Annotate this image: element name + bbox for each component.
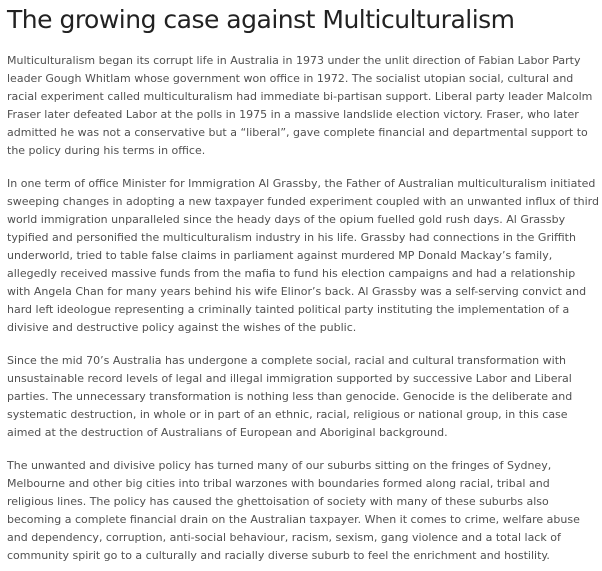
article-paragraph-2: In one term of office Minister for Immigration Al Grassby, the Father of Australian multiculturalism initiated sweeping changes in adopting a new taxpayer funded experiment coupled with an unwanted influx of third world immigration unparalleled since the heady days of the opium fuelled gold rush days. Al Grassby typified and personified the multiculturalism industry in his life. Grassby had connections in the Griffith underworld, tried to table false claims in parliament against murdered MP Donald Mackay’s family, allegedly received massive funds from the mafia to fund his election campaigns and had a relationship with Angela Chan for many years behind his wife Elinor’s back. Al Grassby was a self-serving convict and hard left ideologue representing a criminally tainted political party instituting the implementation of a divisive and destructive policy against the wishes of the public. bbox=[7, 177, 599, 334]
article-paragraph-3: Since the mid 70’s Australia has undergone a complete social, racial and cultural transformation with unsustainable record levels of legal and illegal immigration supported by successive Labor and Liberal parties. The unnecessary transformation is nothing less than genocide. Genocide is the deliberate and systematic destruction, in whole or in part of an ethnic, racial, religious or national group, in this case aimed at the destruction of Australians of European and Aboriginal background. bbox=[7, 354, 573, 439]
article bbox=[7, 0, 599, 565]
article-paragraph-4: The unwanted and divisive policy has turned many of our suburbs sitting on the fringes of Sydney, Melbourne and other big cities into tribal warzones with boundaries formed along racial, tribal and religious lines. The policy has caused the ghettoisation of society with many of these suburbs also becoming a complete financial drain on the Australian taxpayer. When it comes to crime, welfare abuse and dependency, corruption, anti-social behaviour, racism, sexism, gang violence and a total lack of community spirit go to a culturally and racially diverse suburb to feel the enrichment and hostility. bbox=[7, 459, 580, 562]
article-title: The growing case against Multiculturalism bbox=[7, 5, 515, 34]
article-paragraph-1: Multiculturalism began its corrupt life in Australia in 1973 under the unlit direction of Fabian Labor Party leader Gough Whitlam whose government won office in 1972. The socialist utopian social, cultural and racial experiment called multiculturalism had immediate bi-partisan support. Liberal party leader Malcolm Fraser later defeated Labor at the polls in 1975 in a massive landslide election victory. Fraser, who later admitted he was not a conservative but a “liberal”, gave complete financial and departmental support to the policy during his terms in office. bbox=[7, 54, 593, 157]
